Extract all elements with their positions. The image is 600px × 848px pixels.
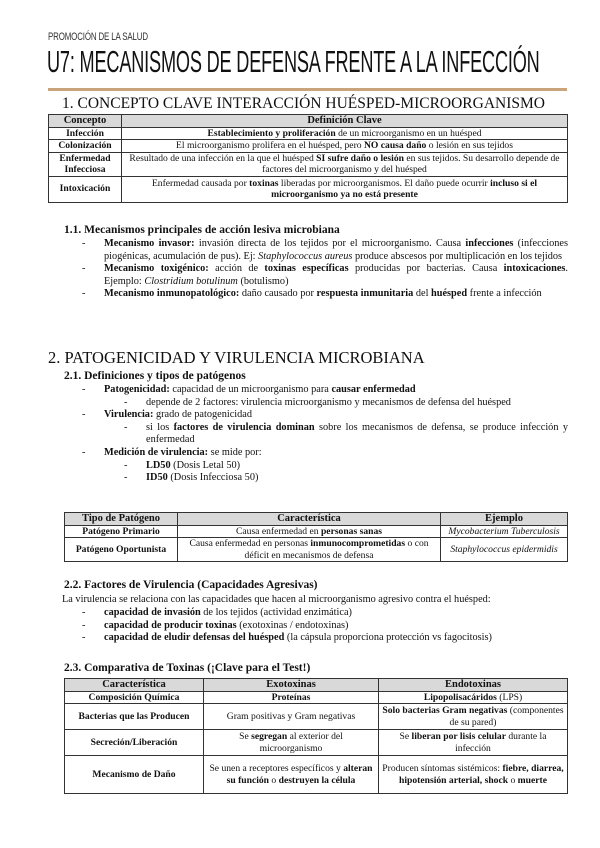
definition-cell: [122, 176, 568, 202]
sub-list-item: [146, 460, 568, 473]
text-segment: si los: [146, 421, 174, 433]
bold-text: muerte: [517, 774, 547, 786]
bold-text: ID50: [146, 472, 168, 484]
definition-cell: [122, 140, 568, 153]
col-header: Definición Clave: [122, 115, 568, 128]
bold-text: personas sanas: [320, 525, 383, 537]
text-segment: producidas por bacterias. Causa: [348, 263, 504, 275]
list-item: [104, 288, 568, 301]
feature-label-cell: Mecanismo de Daño: [65, 756, 204, 794]
text-segment: sobre los mecanismos de defensa, se produce infección y enfermedad: [146, 421, 568, 446]
italic-text: Staphylococcus aureus: [258, 250, 353, 262]
text-segment: daño causado por: [239, 288, 317, 300]
toxin-comparison-table: [64, 678, 568, 794]
feature-cell: [178, 538, 441, 562]
section-2-heading: 2. PATOGENICIDAD Y VIRULENCIA MICROBIANA: [48, 348, 425, 367]
document-kicker: PROMOCIÓN DE LA SALUD: [48, 31, 148, 43]
text-segment: Se unen a receptores específicos y: [209, 763, 344, 774]
concept-cell: Intoxicación: [49, 176, 122, 202]
table-row: [65, 704, 568, 730]
text-segment: depende de 2 factores: virulencia microorganismo y mecanismos de defensa del huésped: [146, 396, 511, 408]
section-1-heading: 1. CONCEPTO CLAVE INTERACCIÓN HUÉSPED-MICROORGANISMO: [62, 95, 545, 112]
table-row: [65, 730, 568, 756]
bold-text: huésped: [431, 288, 468, 300]
text-segment: acción de: [208, 263, 265, 275]
item-text: [104, 409, 252, 420]
example-cell: Mycobacterium Tuberculosis: [441, 525, 568, 538]
text-segment: o lesión en sus tejidos: [426, 140, 513, 151]
bold-text: LD50: [146, 459, 171, 471]
text-segment: Se: [239, 731, 252, 742]
text-segment: Gram positivas y Gram negativas: [226, 710, 356, 722]
text-segment: Producen síntomas sistémicos:: [382, 763, 503, 774]
item-text: [104, 384, 416, 395]
text-segment: (Dosis Letal 50): [170, 459, 241, 471]
col-header: Característica: [178, 513, 441, 526]
endotoxin-cell: [379, 691, 568, 704]
list-item: [104, 447, 568, 485]
sub-list-item: [146, 422, 568, 447]
text-segment: . Ejemplo:: [104, 263, 568, 287]
feature-label-cell: Bacterias que las Producen: [65, 704, 204, 730]
text-segment: o: [269, 774, 279, 786]
text-segment: (botulismo): [237, 275, 289, 287]
exotoxin-cell: [204, 691, 379, 704]
exotoxin-cell: [204, 730, 379, 756]
subsection-2-2-heading: 2.2. Factores de Virulencia (Capacidades Agresivas): [64, 579, 318, 591]
text-segment: (la cápsula proporciona protección vs fagocitosis): [284, 632, 492, 644]
subsection-2-3-heading: 2.3. Comparativa de Toxinas (¡Clave para el Test!): [64, 662, 311, 674]
feature-cell: [178, 525, 441, 538]
text-segment: (LPS): [496, 691, 523, 703]
concept-cell: Colonización: [49, 140, 122, 153]
pathogen-type-table: [64, 512, 568, 562]
text-segment: (componentes de su pared): [449, 705, 564, 728]
text-segment: de un microorganismo en un huésped: [335, 127, 482, 139]
concept-cell: Enfermedad Infecciosa: [49, 152, 122, 176]
text-segment: durante la infección: [455, 731, 547, 754]
table-row: [65, 756, 568, 794]
sub-list-item: [146, 472, 568, 485]
bold-text: inmunocomprometidas: [310, 538, 406, 549]
italic-text: Clostridium botulinum: [144, 275, 238, 287]
text-segment: del: [413, 288, 432, 300]
bold-text: Medición de virulencia:: [104, 446, 209, 458]
table-row: [49, 152, 568, 176]
feature-label-cell: Secreción/Liberación: [65, 730, 204, 756]
bold-text: intoxicaciones: [503, 263, 566, 275]
example-cell: Staphylococcus epidermidis: [441, 538, 568, 562]
text-segment: Enfermedad causada por: [151, 177, 250, 189]
bold-text: Mecanismo inmunopatológico:: [104, 288, 240, 300]
col-header: Característica: [65, 679, 204, 692]
bold-text: Mecanismo invasor:: [104, 238, 195, 249]
bold-text: liberan por lisis celular: [411, 731, 506, 742]
list-item: [104, 263, 568, 288]
feature-label-cell: Composición Química: [65, 691, 204, 704]
table-row: [49, 127, 568, 140]
type-cell: Patógeno Primario: [65, 525, 178, 538]
table-row: [65, 538, 568, 562]
col-header: Endotoxinas: [379, 679, 568, 692]
text-segment: Resultado de una infección en la que el huésped: [129, 152, 317, 164]
table-row: [65, 525, 568, 538]
title-divider: [48, 88, 567, 91]
definition-cell: [122, 127, 568, 140]
text-segment: o con déficit en mecanismos de defensa: [244, 538, 429, 561]
text-segment: grado de patogenicidad: [153, 409, 253, 421]
list-item: [104, 620, 568, 633]
endotoxin-cell: [379, 756, 568, 794]
virulence-factors-list: [104, 607, 568, 645]
table-row: [49, 176, 568, 202]
bold-text: fiebre, diarrea, hipotensión arterial, shock: [399, 763, 564, 786]
bold-text: Virulencia:: [104, 409, 154, 421]
text-segment: frente a infección: [467, 288, 542, 300]
col-header: Exotoxinas: [204, 679, 379, 692]
list-item: [104, 632, 568, 645]
bold-text: alteran su función: [226, 763, 373, 786]
table-row: [65, 691, 568, 704]
col-header: Concepto: [49, 115, 122, 128]
text-segment: Causa enfermedad en personas: [189, 538, 311, 549]
concept-table: [48, 114, 568, 203]
col-header: Tipo de Patógeno: [65, 513, 178, 526]
text-segment: (exotoxinas / endotoxinas): [236, 619, 349, 631]
subsection-2-1-heading: 2.1. Definiciones y tipos de patógenos: [64, 370, 246, 382]
text-segment: liberadas por microorganismos. El daño puede ocurrir: [278, 177, 491, 189]
bold-text: respuesta inmunitaria: [316, 288, 414, 300]
col-header: Ejemplo: [441, 513, 568, 526]
exotoxin-cell: [204, 756, 379, 794]
bold-text: infecciones: [465, 238, 514, 249]
virulence-intro: La virulencia se relaciona con las capacidades que hacen al microorganismo agresivo contra el huésped:: [62, 594, 491, 605]
exotoxin-cell: [204, 704, 379, 730]
bold-text: Lipopolisacáridos: [423, 691, 497, 703]
bold-text: factores de virulencia dominan: [173, 421, 315, 433]
text-segment: o: [508, 774, 518, 786]
type-cell: Patógeno Oportunista: [65, 538, 178, 562]
text-segment: se mide por:: [208, 446, 262, 458]
bold-text: capacidad de producir toxinas: [104, 619, 237, 631]
bold-text: Patogenicidad:: [104, 384, 170, 395]
bold-text: toxinas específicas: [264, 263, 349, 275]
bold-text: Establecimiento y proliferación: [207, 127, 336, 139]
bold-text: causar enfermedad: [331, 384, 416, 395]
list-item: [104, 409, 568, 447]
endotoxin-cell: [379, 730, 568, 756]
list-item: [104, 607, 568, 620]
endotoxin-cell: [379, 704, 568, 730]
text-segment: (infecciones piogénicas, acumulación de pus). Ej:: [104, 238, 568, 262]
bold-text: toxinas: [249, 177, 279, 189]
sub-list-item: [146, 397, 568, 410]
text-segment: en sus tejidos. Su desarrollo depende de factores del microorganismo y del huésped: [262, 152, 560, 175]
page-title: U7: MECANISMOS DE DEFENSA FRENTE A LA INFECCIÓN: [47, 44, 540, 79]
bold-text: SI sufre daño o lesión: [316, 152, 404, 164]
bold-text: NO causa daño: [363, 140, 427, 151]
definitions-list: [104, 384, 568, 485]
text-segment: produce abscesos por multiplicación en los tejidos: [352, 250, 563, 262]
bold-text: Proteínas: [271, 691, 311, 703]
table-row: [49, 140, 568, 153]
bold-text: Mecanismo toxigénico:: [104, 263, 209, 275]
list-item: [104, 238, 568, 263]
text-segment: Causa enfermedad en: [235, 525, 321, 537]
text-segment: de los tejidos (actividad enzimática): [200, 607, 352, 618]
bold-text: capacidad de eludir defensas del huésped: [104, 632, 285, 644]
text-segment: Se: [399, 731, 412, 742]
bold-text: segregan: [251, 731, 288, 742]
text-segment: (Dosis Infecciosa 50): [167, 472, 259, 484]
bold-text: destruyen la célula: [278, 774, 356, 786]
concept-cell: Infección: [49, 127, 122, 140]
item-text: [104, 447, 262, 458]
text-segment: invasión directa de los tejidos por el microorganismo. Causa: [194, 238, 466, 249]
mechanisms-list: [104, 238, 568, 301]
text-segment: capacidad de un microorganismo para: [169, 384, 332, 395]
text-segment: El microorganismo prolifera en el huésped, pero: [176, 140, 364, 151]
bold-text: capacidad de invasión: [104, 607, 201, 618]
bold-text: incluso si el microorganismo ya no está presente: [271, 177, 538, 200]
text-segment: al exterior del microorganismo: [259, 731, 343, 754]
list-item: [104, 384, 568, 409]
bold-text: Solo bacterias Gram negativas: [382, 705, 508, 716]
subsection-1-1-heading: 1.1. Mecanismos principales de acción lesiva microbiana: [64, 224, 340, 236]
definition-cell: [122, 152, 568, 176]
